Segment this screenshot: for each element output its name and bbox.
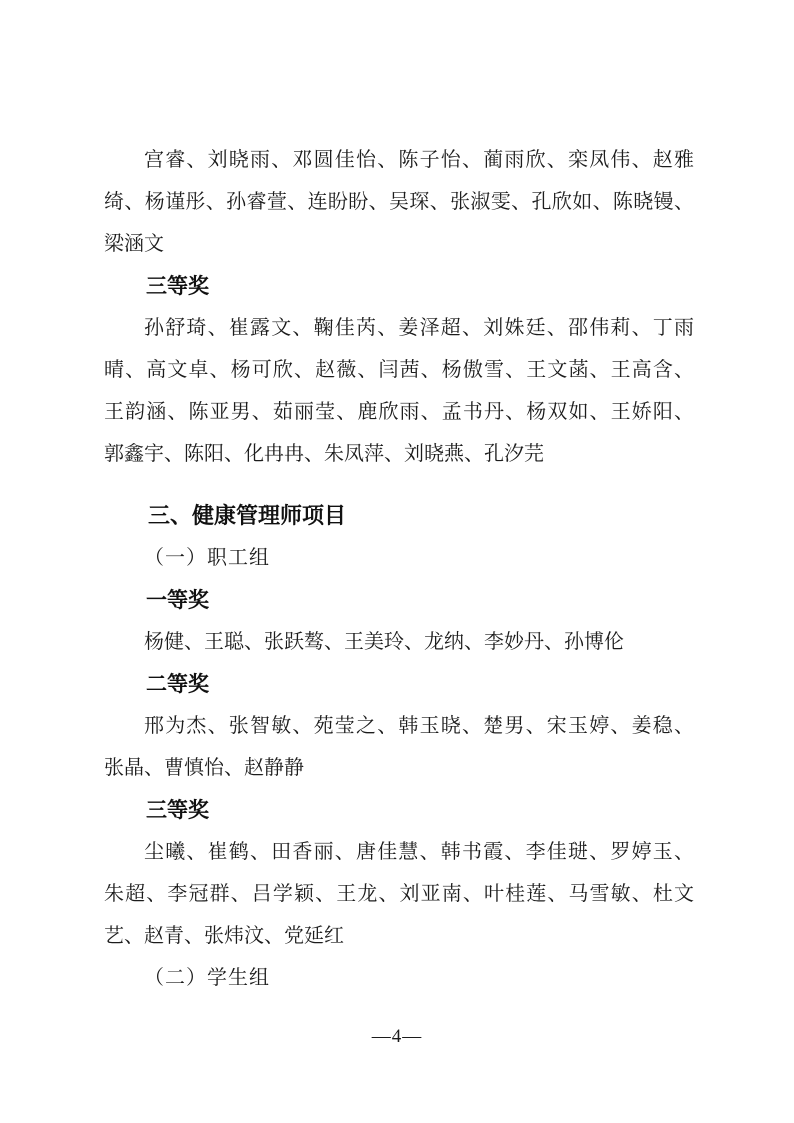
names-line: 邢为杰、张智敏、苑莹之、韩玉晓、楚男、宋玉婷、姜稳、 bbox=[144, 715, 694, 737]
names-line: 郭鑫宇、陈阳、化冉冉、朱凤萍、刘晓燕、孔汐芫 bbox=[104, 443, 544, 465]
names-line: 艺、赵青、张炜汶、党延红 bbox=[104, 925, 344, 947]
names-line: 晴、高文卓、杨可欣、赵薇、闫茜、杨傲雪、王文菡、王高含、 bbox=[104, 359, 694, 381]
first-prize-heading: 一等奖 bbox=[146, 588, 209, 612]
group-heading-staff: （一）职工组 bbox=[144, 547, 270, 569]
names-line: 王韵涵、陈亚男、茹丽莹、鹿欣雨、孟书丹、杨双如、王娇阳、 bbox=[104, 401, 694, 423]
names-line: 杨健、王聪、张跃骜、王美玲、龙纳、李妙丹、孙博伦 bbox=[144, 631, 624, 653]
names-line: 梁涵文 bbox=[104, 233, 164, 255]
names-line: 宫睿、刘晓雨、邓圆佳怡、陈子怡、蔺雨欣、栾凤伟、赵雅 bbox=[144, 149, 694, 171]
section-heading-health-manager: 三、健康管理师项目 bbox=[148, 503, 347, 528]
page-content bbox=[104, 139, 694, 999]
group-heading-student: （二）学生组 bbox=[144, 967, 270, 989]
names-line: 绮、杨谨彤、孙睿萱、连盼盼、吴琛、张淑雯、孔欣如、陈晓镘、 bbox=[104, 191, 694, 213]
names-line: 孙舒琦、崔露文、鞠佳芮、姜泽超、刘姝廷、邵伟莉、丁雨 bbox=[144, 317, 694, 339]
third-prize-heading: 三等奖 bbox=[146, 274, 209, 298]
third-prize-staff-heading: 三等奖 bbox=[146, 798, 209, 822]
names-line: 尘曦、崔鹤、田香丽、唐佳慧、韩书霞、李佳琎、罗婷玉、 bbox=[144, 841, 694, 863]
names-line: 朱超、李冠群、吕学颖、王龙、刘亚南、叶桂莲、马雪敏、杜文 bbox=[104, 883, 694, 905]
second-prize-heading: 二等奖 bbox=[146, 672, 209, 696]
page-number: —4— bbox=[371, 1026, 423, 1047]
names-line: 张晶、曹慎怡、赵静静 bbox=[104, 757, 304, 779]
